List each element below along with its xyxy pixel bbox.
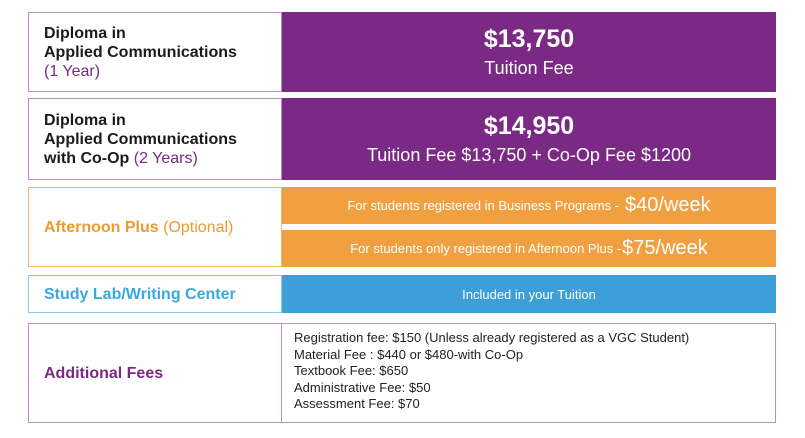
program-duration: (1 Year) (44, 62, 101, 80)
program-title-line1: Diploma in (44, 111, 126, 129)
program-price-panel (282, 12, 776, 92)
program-title-line3 (44, 149, 281, 168)
program-title-line2: Applied Communications (44, 43, 237, 61)
study-lab-title: Study Lab/Writing Center (44, 285, 236, 303)
program-row-diploma (28, 12, 776, 92)
study-lab-label (28, 275, 282, 313)
program-price-note: Tuition Fee $13,750 + Co-Op Fee $1200 (366, 145, 692, 165)
study-lab-text: Included in your Tuition (462, 286, 596, 302)
program-duration: (2 Years) (133, 149, 198, 167)
fee-item: Textbook Fee: $650 (294, 363, 409, 378)
additional-fees-title: Additional Fees (44, 364, 164, 382)
afternoon-plus-options (282, 187, 776, 267)
program-title-coop: with Co-Op (44, 149, 130, 167)
program-price-panel (282, 98, 776, 180)
program-title-line1: Diploma in (44, 24, 126, 42)
afternoon-plus-label (28, 187, 282, 267)
program-label-coop (28, 98, 282, 180)
afternoon-plus-note: (Optional) (163, 218, 234, 236)
program-price-note: Tuition Fee (484, 58, 574, 78)
afternoon-plus-title: Afternoon Plus (44, 218, 159, 236)
fee-item: Administrative Fee: $50 (294, 379, 431, 395)
program-row-coop (28, 98, 776, 180)
afternoon-plus-title-line (44, 218, 281, 237)
fee-item: Material Fee : $440 or $480-with Co-Op (294, 346, 524, 362)
afternoon-option-only (282, 230, 776, 267)
program-title-line2: Applied Communications (44, 130, 237, 148)
afternoon-option-business (282, 187, 776, 224)
afternoon-plus-row (28, 187, 776, 267)
fee-item: Assessment Fee: $70 (294, 396, 420, 411)
afternoon-option-text: For students registered in Business Programs - (347, 198, 620, 213)
program-price: $14,950 (483, 112, 575, 140)
additional-fees-row (28, 323, 776, 423)
afternoon-option-price: $40/week (625, 194, 711, 216)
program-label-diploma (28, 12, 282, 92)
afternoon-option-price: $75/week (622, 237, 708, 259)
fee-item: Registration fee: $150 (Unless already registered as a VGC Student) (294, 330, 690, 345)
afternoon-option-text: For students only registered in Afternoon Plus - (350, 241, 622, 256)
study-lab-row (28, 275, 776, 313)
additional-fees-list (282, 323, 776, 423)
program-price: $13,750 (483, 25, 575, 53)
study-lab-panel (282, 275, 776, 313)
additional-fees-label (28, 323, 282, 423)
